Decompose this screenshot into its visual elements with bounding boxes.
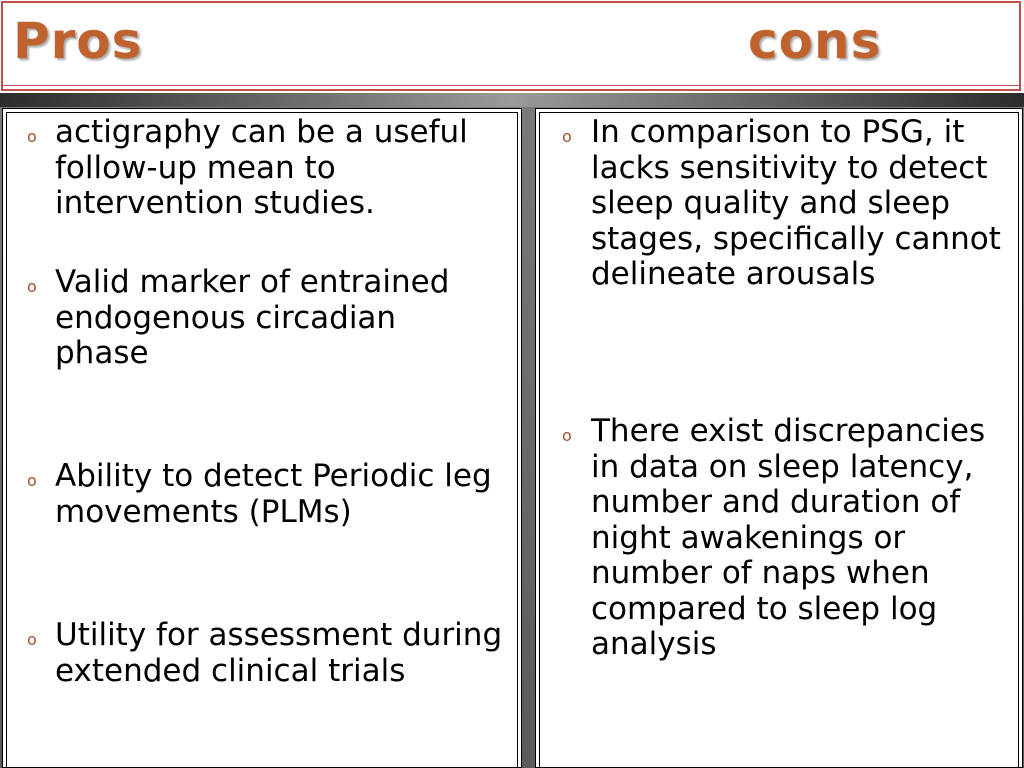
bullet-icon: o xyxy=(27,127,37,146)
pros-panel xyxy=(2,108,522,768)
bullet-icon: o xyxy=(27,630,37,649)
cons-panel xyxy=(535,108,1023,768)
title-underline xyxy=(3,85,1019,86)
cons-item-text: There exist discrepancies in data on sleep latency, number and duration of night awakenings or number of naps when compared to sleep log analysis xyxy=(591,413,986,662)
title-bar xyxy=(1,1,1021,91)
background-band-highlight xyxy=(0,93,1024,107)
title-pros: Pros xyxy=(13,12,143,70)
bullet-icon: o xyxy=(562,127,572,146)
bullet-icon: o xyxy=(27,277,37,296)
cons-item-text: In comparison to PSG, it lacks sensitivity to detect sleep quality and sleep stages, specifically cannot delineate arousals xyxy=(591,114,1001,292)
bullet-icon: o xyxy=(27,471,37,490)
pros-item-text: Utility for assessment during extended clinical trials xyxy=(55,617,503,689)
cons-panel-frame xyxy=(539,112,1019,767)
bullet-icon: o xyxy=(562,426,572,445)
title-cons: cons xyxy=(748,12,882,70)
pros-item-text: Valid marker of entrained endogenous circadian phase xyxy=(55,264,450,371)
pros-panel-frame xyxy=(6,112,518,767)
pros-item-text: Ability to detect Periodic leg movements (PLMs) xyxy=(55,458,492,530)
pros-item-text: actigraphy can be a useful follow-up mean to intervention studies. xyxy=(55,114,468,221)
